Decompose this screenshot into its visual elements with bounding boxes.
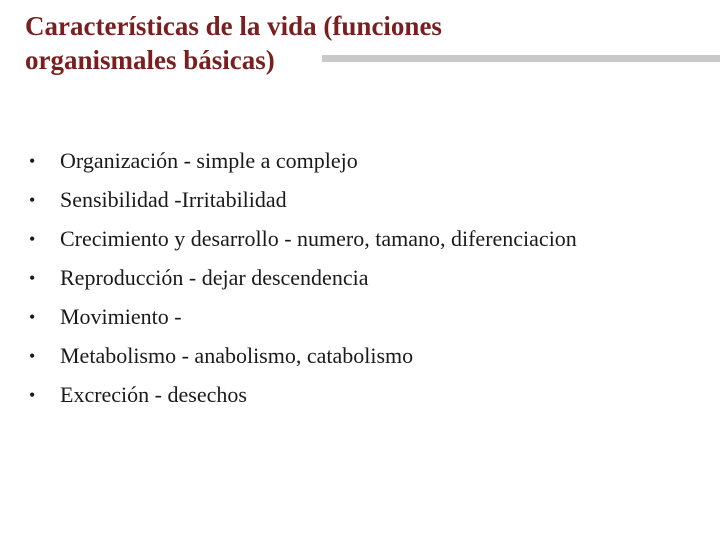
bullet-icon: • <box>29 268 36 288</box>
list-item-text: Metabolismo - anabolismo, catabolismo <box>60 343 414 368</box>
bullet-list <box>24 148 704 421</box>
bullet-icon: • <box>29 190 36 210</box>
bullet-icon: • <box>29 385 36 405</box>
bullet-icon: • <box>29 151 36 171</box>
slide-title: Características de la vida (funciones organismales básicas) <box>25 11 442 75</box>
list-item <box>24 265 704 291</box>
list-item-text: Sensibilidad -Irritabilidad <box>60 187 287 212</box>
list-item <box>24 382 704 408</box>
list-item-text: Crecimiento y desarrollo - numero, tamano, diferenciacion <box>60 226 577 251</box>
title-divider <box>322 55 720 62</box>
list-item <box>24 226 704 252</box>
bullet-icon: • <box>29 307 36 327</box>
list-item <box>24 187 704 213</box>
bullet-icon: • <box>29 346 36 366</box>
bullet-icon: • <box>29 229 36 249</box>
list-item <box>24 343 704 369</box>
list-item-text: Organización - simple a complejo <box>60 148 358 173</box>
list-item <box>24 148 704 174</box>
list-item <box>24 304 704 330</box>
list-item-text: Movimiento - <box>60 304 182 329</box>
list-item-text: Excreción - desechos <box>60 382 247 407</box>
list-item-text: Reproducción - dejar descendencia <box>60 265 369 290</box>
